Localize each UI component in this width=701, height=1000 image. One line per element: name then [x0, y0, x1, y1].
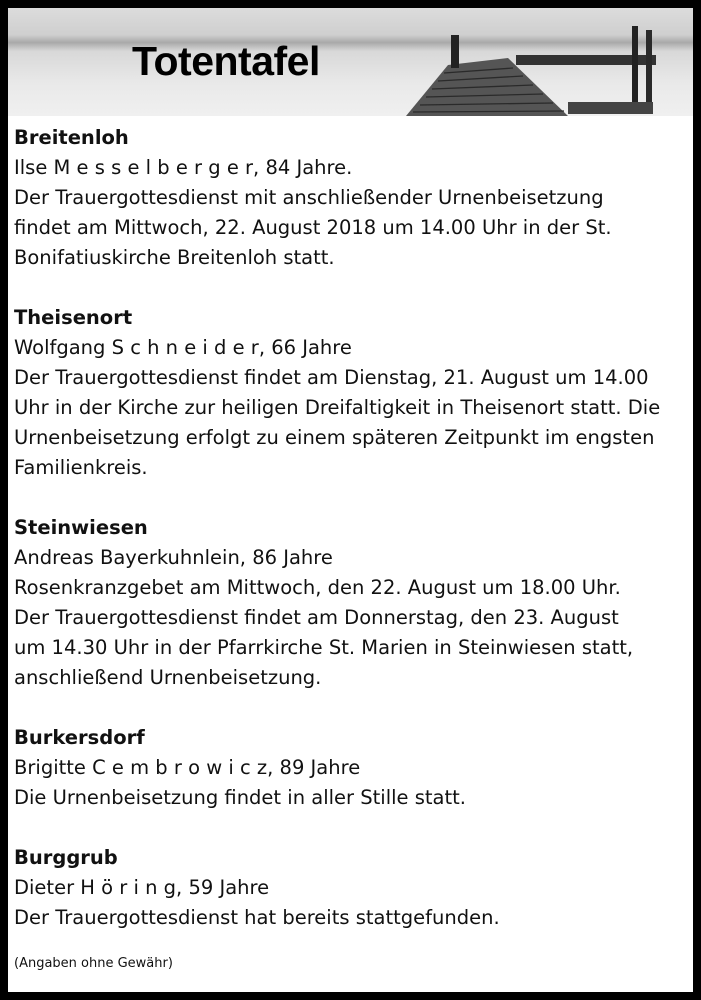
service-details: findet am Mittwoch, 22. August 2018 um 14.00 Uhr in der St. — [14, 216, 612, 239]
service-details: Familienkreis. — [14, 456, 148, 479]
deceased-name: Wolfgang S c h n e i d e r, 66 Jahre — [14, 336, 352, 359]
obituary-entry — [14, 303, 689, 483]
place-heading: Breitenloh — [14, 126, 129, 149]
service-details: Der Trauergottesdienst hat bereits stattgefunden. — [14, 906, 500, 929]
service-details: Bonifatiuskirche Breitenloh statt. — [14, 246, 335, 269]
service-details: Rosenkranzgebet am Mittwoch, den 22. August um 18.00 Uhr. — [14, 576, 621, 599]
obituary-list — [14, 123, 689, 963]
deceased-name: Brigitte C e m b r o w i c z, 89 Jahre — [14, 756, 361, 779]
service-details: Der Trauergottesdienst mit anschließender Urnenbeisetzung — [14, 186, 604, 209]
page-title: Totentafel — [132, 38, 320, 84]
service-details: um 14.30 Uhr in der Pfarrkirche St. Marien in Steinwiesen statt, — [14, 636, 634, 659]
deceased-name: Ilse M e s s e l b e r g e r, 84 Jahre. — [14, 156, 353, 179]
obituary-page — [8, 8, 693, 992]
deceased-name: Dieter H ö r i n g, 59 Jahre — [14, 876, 270, 899]
service-details: Der Trauergottesdienst findet am Donnerstag, den 23. August — [14, 606, 619, 629]
service-details: anschließend Urnenbeisetzung. — [14, 666, 322, 689]
obituary-entry — [14, 123, 689, 273]
place-heading: Steinwiesen — [14, 516, 148, 539]
service-details: Die Urnenbeisetzung findet in aller Stille statt. — [14, 786, 466, 809]
disclaimer: (Angaben ohne Gewähr) — [14, 956, 173, 971]
service-details: Urnenbeisetzung erfolgt zu einem späteren Zeitpunkt im engsten — [14, 426, 655, 449]
place-heading: Theisenort — [14, 306, 133, 329]
pier-photo — [8, 8, 693, 116]
service-details: Der Trauergottesdienst findet am Dienstag, 21. August um 14.00 — [14, 366, 649, 389]
obituary-entry — [14, 843, 689, 933]
header-banner — [8, 8, 693, 116]
place-heading: Burggrub — [14, 846, 118, 869]
place-heading: Burkersdorf — [14, 726, 145, 749]
obituary-entry — [14, 513, 689, 693]
obituary-entry — [14, 723, 689, 813]
deceased-name: Andreas Bayerkuhnlein, 86 Jahre — [14, 546, 333, 569]
service-details: Uhr in der Kirche zur heiligen Dreifaltigkeit in Theisenort statt. Die — [14, 396, 661, 419]
